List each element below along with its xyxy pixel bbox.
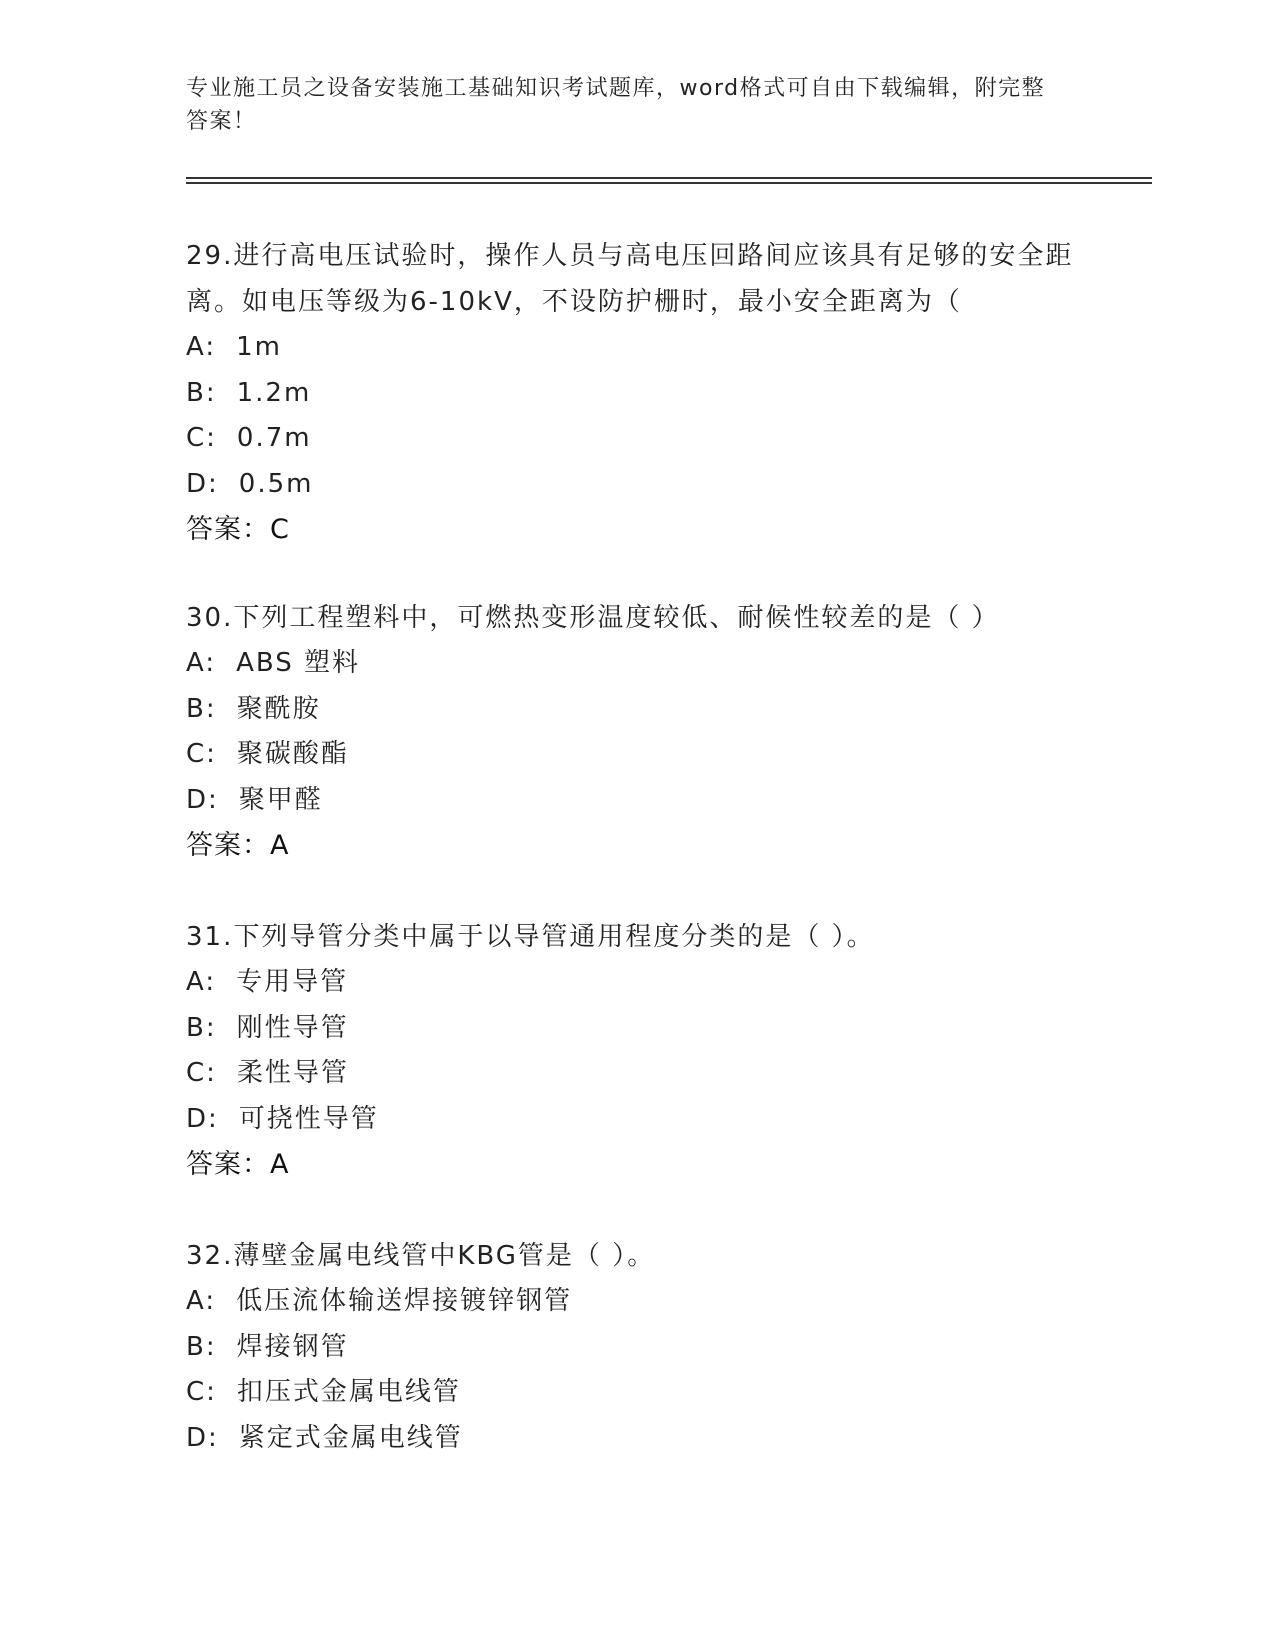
option-c: [186, 732, 1086, 778]
option-d: [186, 462, 1086, 508]
option-a: [186, 641, 1086, 687]
option-letter: C:: [186, 1377, 217, 1407]
option-letter: C:: [186, 423, 217, 453]
option-c: [186, 1051, 1086, 1097]
option-d: [186, 778, 1086, 824]
option-b: [186, 687, 1086, 733]
option-text: 聚甲醛: [238, 784, 323, 815]
option-text: ABS 塑料: [236, 648, 361, 678]
option-b: [186, 371, 1086, 417]
answer-label: 答案：A: [186, 830, 290, 861]
header-divider-top: [186, 177, 1152, 179]
option-c: [186, 1370, 1086, 1416]
option-text: 1m: [236, 332, 282, 362]
option-text: 柔性导管: [236, 1058, 349, 1088]
option-text: 0.5m: [238, 468, 314, 499]
option-letter: D:: [186, 784, 219, 815]
option-letter: C:: [186, 1058, 217, 1088]
question-stem: 31.下列导管分类中属于以导管通用程度分类的是（ ）。: [186, 922, 875, 952]
option-text: 聚碳酸酯: [236, 739, 349, 769]
document-header-intro: 专业施工员之设备安装施工基础知识考试题库，word格式可自由下载编辑，附完整答案！: [186, 76, 1046, 134]
question-30: [186, 595, 1086, 869]
question-stem: 30.下列工程塑料中，可燃热变形温度较低、耐候性较差的是（ ）: [186, 603, 1000, 633]
option-letter: B:: [186, 693, 217, 724]
option-letter: D:: [186, 468, 219, 499]
option-letter: B:: [186, 1012, 217, 1043]
option-letter: C:: [186, 739, 217, 769]
option-letter: B:: [186, 1331, 217, 1362]
option-text: 1.2m: [236, 377, 312, 408]
option-letter: A:: [186, 967, 217, 997]
option-text: 紧定式金属电线管: [238, 1422, 463, 1453]
option-letter: D:: [186, 1422, 219, 1453]
option-d: [186, 1416, 1086, 1462]
option-b: [186, 1006, 1086, 1052]
header-divider-bottom: [186, 182, 1152, 184]
option-letter: B:: [186, 377, 217, 408]
option-text: 专用导管: [236, 967, 349, 997]
option-d: [186, 1097, 1086, 1143]
question-stem: 32.薄壁金属电线管中KBG管是（ ）。: [186, 1241, 656, 1271]
question-29: [186, 233, 1086, 553]
option-letter: A:: [186, 1286, 217, 1316]
option-text: 可挠性导管: [238, 1103, 379, 1134]
option-letter: A:: [186, 332, 217, 362]
answer-label: 答案：C: [186, 514, 290, 545]
option-letter: D:: [186, 1103, 219, 1134]
option-text: 扣压式金属电线管: [236, 1377, 461, 1407]
option-b: [186, 1325, 1086, 1371]
option-text: 刚性导管: [236, 1012, 349, 1043]
option-c: [186, 416, 1086, 462]
question-31: [186, 914, 1086, 1188]
option-text: 低压流体输送焊接镀锌钢管: [236, 1286, 573, 1316]
option-a: [186, 960, 1086, 1006]
option-letter: A:: [186, 648, 217, 678]
question-stem: 29.进行高电压试验时，操作人员与高电压回路间应该具有足够的安全距离。如电压等级为6-10kV，不设防护栅时，最小安全距离为（: [186, 241, 1074, 317]
option-a: [186, 1279, 1086, 1325]
option-text: 焊接钢管: [236, 1331, 349, 1362]
option-text: 0.7m: [236, 423, 312, 453]
question-32: [186, 1233, 1086, 1461]
option-text: 聚酰胺: [236, 693, 321, 724]
option-a: [186, 325, 1086, 371]
answer-label: 答案：A: [186, 1149, 290, 1180]
